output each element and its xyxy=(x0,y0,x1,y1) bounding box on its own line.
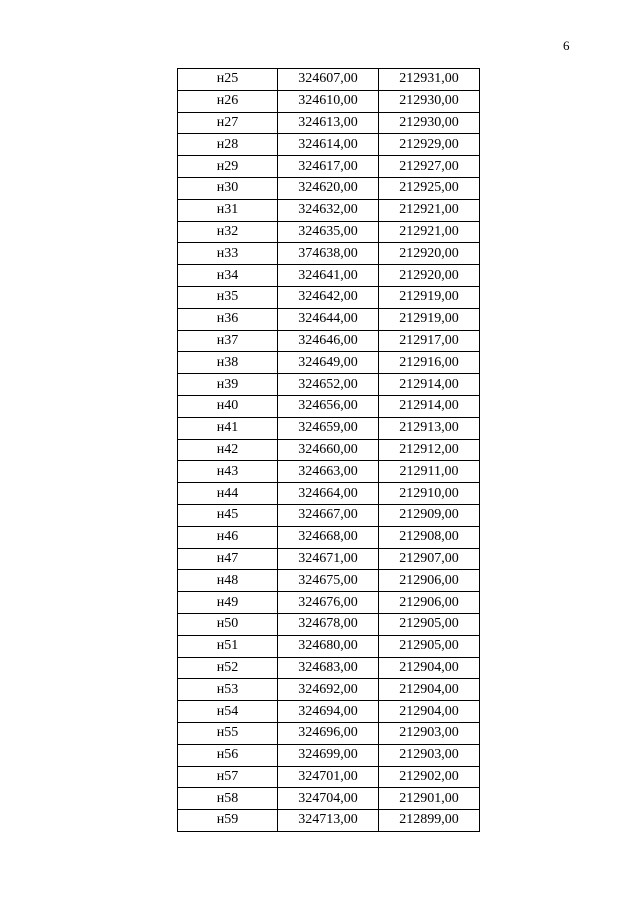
table-row xyxy=(178,810,480,832)
table-row xyxy=(178,679,480,701)
x-cell: 324663,00 xyxy=(278,461,379,483)
y-cell: 212916,00 xyxy=(379,352,480,374)
y-cell: 212914,00 xyxy=(379,395,480,417)
y-cell: 212912,00 xyxy=(379,439,480,461)
x-cell: 324660,00 xyxy=(278,439,379,461)
table-row xyxy=(178,156,480,178)
table-row xyxy=(178,221,480,243)
x-cell: 324659,00 xyxy=(278,417,379,439)
table-row xyxy=(178,112,480,134)
point-cell: н56 xyxy=(178,744,278,766)
table-row xyxy=(178,744,480,766)
y-cell: 212899,00 xyxy=(379,810,480,832)
point-cell: н59 xyxy=(178,810,278,832)
x-cell: 324649,00 xyxy=(278,352,379,374)
point-cell: н54 xyxy=(178,701,278,723)
table-row xyxy=(178,635,480,657)
y-cell: 212902,00 xyxy=(379,766,480,788)
table-row xyxy=(178,265,480,287)
point-cell: н31 xyxy=(178,199,278,221)
table-row xyxy=(178,722,480,744)
y-cell: 212904,00 xyxy=(379,657,480,679)
x-cell: 324607,00 xyxy=(278,69,379,91)
point-cell: н26 xyxy=(178,90,278,112)
y-cell: 212905,00 xyxy=(379,635,480,657)
x-cell: 324664,00 xyxy=(278,483,379,505)
y-cell: 212903,00 xyxy=(379,744,480,766)
x-cell: 324683,00 xyxy=(278,657,379,679)
point-cell: н32 xyxy=(178,221,278,243)
y-cell: 212930,00 xyxy=(379,112,480,134)
x-cell: 374638,00 xyxy=(278,243,379,265)
point-cell: н52 xyxy=(178,657,278,679)
x-cell: 324644,00 xyxy=(278,308,379,330)
point-cell: н41 xyxy=(178,417,278,439)
y-cell: 212905,00 xyxy=(379,613,480,635)
point-cell: н40 xyxy=(178,395,278,417)
table-row xyxy=(178,374,480,396)
point-cell: н37 xyxy=(178,330,278,352)
x-cell: 324667,00 xyxy=(278,504,379,526)
x-cell: 324613,00 xyxy=(278,112,379,134)
point-cell: н57 xyxy=(178,766,278,788)
y-cell: 212930,00 xyxy=(379,90,480,112)
x-cell: 324646,00 xyxy=(278,330,379,352)
table-row xyxy=(178,330,480,352)
coordinates-table-body xyxy=(178,69,480,832)
y-cell: 212925,00 xyxy=(379,177,480,199)
x-cell: 324614,00 xyxy=(278,134,379,156)
x-cell: 324696,00 xyxy=(278,722,379,744)
page-number: 6 xyxy=(563,38,570,53)
x-cell: 324680,00 xyxy=(278,635,379,657)
y-cell: 212931,00 xyxy=(379,69,480,91)
x-cell: 324675,00 xyxy=(278,570,379,592)
y-cell: 212920,00 xyxy=(379,243,480,265)
x-cell: 324678,00 xyxy=(278,613,379,635)
table-row xyxy=(178,243,480,265)
y-cell: 212921,00 xyxy=(379,221,480,243)
table-row xyxy=(178,657,480,679)
point-cell: н38 xyxy=(178,352,278,374)
x-cell: 324635,00 xyxy=(278,221,379,243)
point-cell: н47 xyxy=(178,548,278,570)
point-cell: н44 xyxy=(178,483,278,505)
table-row xyxy=(178,439,480,461)
y-cell: 212909,00 xyxy=(379,504,480,526)
point-cell: н33 xyxy=(178,243,278,265)
table-row xyxy=(178,504,480,526)
x-cell: 324652,00 xyxy=(278,374,379,396)
x-cell: 324704,00 xyxy=(278,788,379,810)
table-row xyxy=(178,701,480,723)
point-cell: н35 xyxy=(178,286,278,308)
table-row xyxy=(178,395,480,417)
y-cell: 212911,00 xyxy=(379,461,480,483)
point-cell: н43 xyxy=(178,461,278,483)
table-row xyxy=(178,308,480,330)
y-cell: 212913,00 xyxy=(379,417,480,439)
point-cell: н30 xyxy=(178,177,278,199)
y-cell: 212927,00 xyxy=(379,156,480,178)
y-cell: 212906,00 xyxy=(379,570,480,592)
table-row xyxy=(178,570,480,592)
point-cell: н55 xyxy=(178,722,278,744)
table-row xyxy=(178,90,480,112)
table-row xyxy=(178,417,480,439)
point-cell: н39 xyxy=(178,374,278,396)
table-row xyxy=(178,199,480,221)
x-cell: 324620,00 xyxy=(278,177,379,199)
x-cell: 324692,00 xyxy=(278,679,379,701)
x-cell: 324632,00 xyxy=(278,199,379,221)
x-cell: 324641,00 xyxy=(278,265,379,287)
point-cell: н28 xyxy=(178,134,278,156)
table-row xyxy=(178,526,480,548)
point-cell: н50 xyxy=(178,613,278,635)
table-row xyxy=(178,613,480,635)
point-cell: н34 xyxy=(178,265,278,287)
y-cell: 212908,00 xyxy=(379,526,480,548)
y-cell: 212917,00 xyxy=(379,330,480,352)
table-row xyxy=(178,766,480,788)
point-cell: н45 xyxy=(178,504,278,526)
table-row xyxy=(178,461,480,483)
y-cell: 212901,00 xyxy=(379,788,480,810)
y-cell: 212910,00 xyxy=(379,483,480,505)
y-cell: 212919,00 xyxy=(379,286,480,308)
coordinates-table xyxy=(177,68,480,832)
point-cell: н42 xyxy=(178,439,278,461)
point-cell: н29 xyxy=(178,156,278,178)
y-cell: 212904,00 xyxy=(379,679,480,701)
x-cell: 324699,00 xyxy=(278,744,379,766)
table-row xyxy=(178,483,480,505)
point-cell: н48 xyxy=(178,570,278,592)
table-row xyxy=(178,69,480,91)
point-cell: н51 xyxy=(178,635,278,657)
point-cell: н25 xyxy=(178,69,278,91)
y-cell: 212903,00 xyxy=(379,722,480,744)
y-cell: 212920,00 xyxy=(379,265,480,287)
table-row xyxy=(178,788,480,810)
x-cell: 324713,00 xyxy=(278,810,379,832)
y-cell: 212919,00 xyxy=(379,308,480,330)
x-cell: 324642,00 xyxy=(278,286,379,308)
x-cell: 324668,00 xyxy=(278,526,379,548)
y-cell: 212914,00 xyxy=(379,374,480,396)
table-row xyxy=(178,592,480,614)
x-cell: 324656,00 xyxy=(278,395,379,417)
point-cell: н49 xyxy=(178,592,278,614)
point-cell: н27 xyxy=(178,112,278,134)
x-cell: 324694,00 xyxy=(278,701,379,723)
point-cell: н58 xyxy=(178,788,278,810)
y-cell: 212921,00 xyxy=(379,199,480,221)
table-row xyxy=(178,548,480,570)
x-cell: 324676,00 xyxy=(278,592,379,614)
x-cell: 324701,00 xyxy=(278,766,379,788)
table-row xyxy=(178,286,480,308)
point-cell: н53 xyxy=(178,679,278,701)
table-row xyxy=(178,352,480,374)
y-cell: 212929,00 xyxy=(379,134,480,156)
y-cell: 212906,00 xyxy=(379,592,480,614)
table-row xyxy=(178,177,480,199)
y-cell: 212907,00 xyxy=(379,548,480,570)
x-cell: 324610,00 xyxy=(278,90,379,112)
y-cell: 212904,00 xyxy=(379,701,480,723)
x-cell: 324617,00 xyxy=(278,156,379,178)
point-cell: н36 xyxy=(178,308,278,330)
x-cell: 324671,00 xyxy=(278,548,379,570)
table-row xyxy=(178,134,480,156)
point-cell: н46 xyxy=(178,526,278,548)
